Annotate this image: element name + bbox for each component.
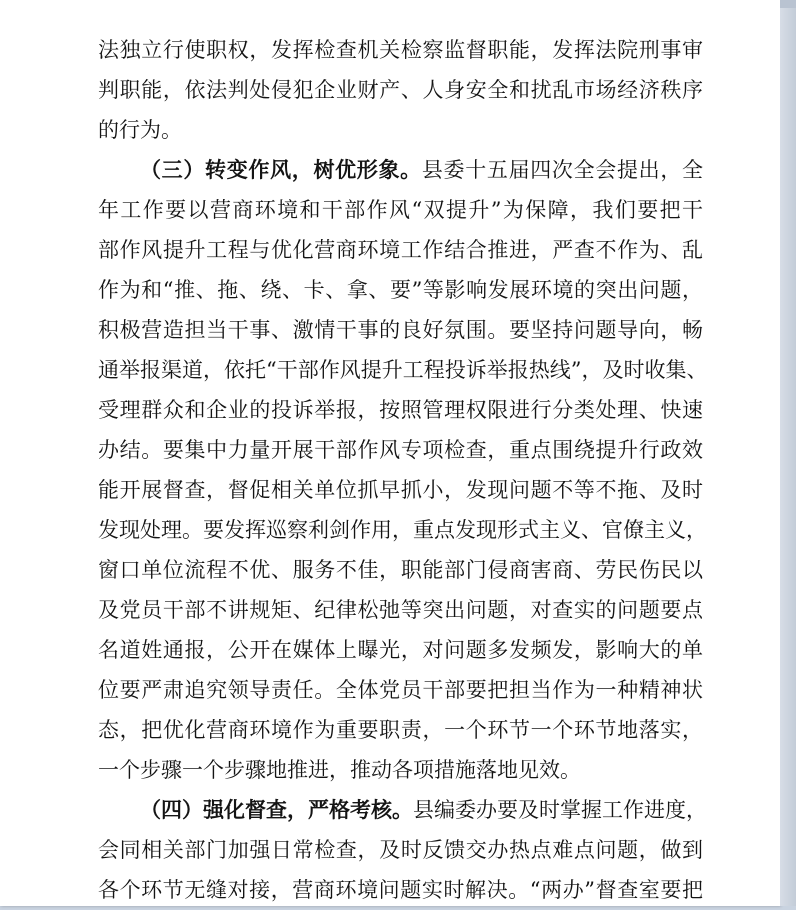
document-body [98, 30, 708, 910]
text-line: 年工作要以营商环境和干部作风“双提升”为保障，我们要把干 [98, 198, 703, 222]
section-heading: （三）转变作风，树优形象。 [140, 157, 422, 182]
text-line: 各个环节无缝对接，营商环境问题实时解决。“两办”督查室要把 [98, 878, 703, 902]
section-heading-line [98, 790, 707, 830]
text-line: 能开展督查，督促相关单位抓早抓小，发现问题不等不拖、及时 [98, 478, 703, 502]
section-heading: （四）强化督查，严格考核。 [140, 797, 413, 822]
text-line: 作为和“推、拖、绕、卡、拿、要”等影响发展环境的突出问题， [98, 278, 703, 302]
text-line: 窗口单位流程不优、服务不佳，职能部门侵商害商、劳民伤民以 [98, 558, 703, 582]
window-edge-corner [780, 0, 796, 8]
text-line: 通举报渠道，依托“干部作风提升工程投诉举报热线”，及时收集、 [98, 358, 708, 382]
text-line: 判职能，依法判处侵犯企业财产、人身安全和扰乱市场经济秩序 [98, 78, 703, 102]
text-line: 一个步骤一个步骤地推进，推动各项措施落地见效。 [98, 758, 581, 782]
text-line: 发现处理。要发挥巡察利剑作用，重点发现形式主义、官僚主义， [98, 518, 707, 542]
text-line: 及党员干部不讲规矩、纪律松弛等突出问题，对查实的问题要点 [98, 598, 703, 622]
text-run: 县委十五届四次全会提出，全 [421, 158, 704, 182]
text-line: 的行为。 [98, 118, 182, 142]
section-heading-line [98, 150, 703, 190]
text-line: 受理群众和企业的投诉举报，按照管理权限进行分类处理、快速 [98, 398, 703, 422]
text-line: 会同相关部门加强日常检查，及时反馈交办热点难点问题，做到 [98, 838, 703, 862]
text-run: 县编委办要及时掌握工作进度， [413, 798, 707, 822]
window-edge [780, 0, 796, 906]
text-line: 办结。要集中力量开展干部作风专项检查，重点围绕提升行政效 [98, 438, 703, 462]
text-line: 部作风提升工程与优化营商环境工作结合推进，严查不作为、乱 [98, 238, 703, 262]
text-line: 名道姓通报，公开在媒体上曝光，对问题多发频发，影响大的单 [98, 638, 703, 662]
text-line: 位要严肃追究领导责任。全体党员干部要把担当作为一种精神状 [98, 678, 703, 702]
text-line: 法独立行使职权，发挥检查机关检察监督职能，发挥法院刑事审 [98, 38, 703, 62]
text-line: 态，把优化营商环境作为重要职责，一个环节一个环节地落实， [98, 718, 703, 742]
text-line: 积极营造担当干事、激情干事的良好氛围。要坚持问题导向，畅 [98, 318, 703, 342]
